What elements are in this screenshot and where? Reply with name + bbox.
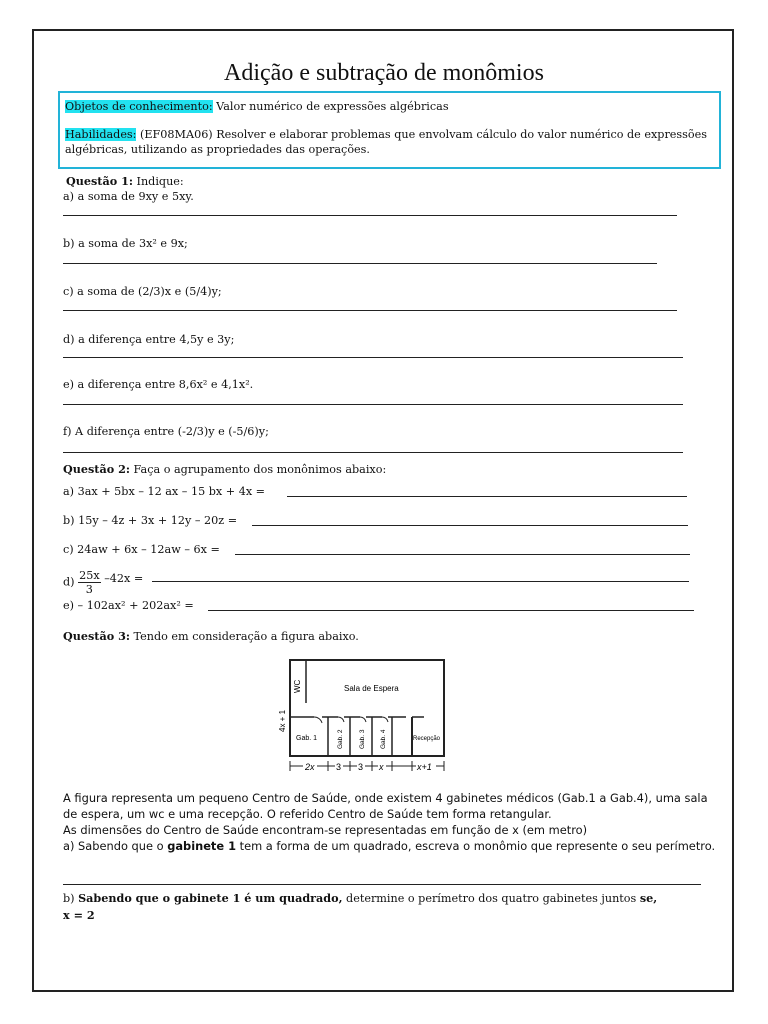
q3-b-bold3: x = 2 [63, 908, 95, 922]
q1-item-e: e) a diferença entre 8,6x² e 4,1x². [63, 378, 254, 391]
q3-prompt: Tendo em consideração a figura abaixo. [129, 630, 359, 643]
q1-label: Questão 1: [66, 174, 133, 188]
answer-line-q2e[interactable] [208, 610, 694, 611]
recepcao-label: Recepção [413, 736, 441, 742]
q3-dimensions-note: As dimensões do Centro de Saúde encontram-se representadas em função de x (em metro) [63, 823, 588, 837]
q1-prompt: Indique: [132, 175, 184, 188]
q2-item-d [63, 569, 143, 596]
objetos-value: Valor numérico de expressões algébricas [212, 100, 449, 113]
objetos-row [65, 99, 714, 114]
q3-a-rest: tem a forma de um quadrado, escreva o monômio que represente o seu perímetro. [236, 839, 716, 853]
dim-x-label: x [379, 762, 384, 772]
floor-plan-figure [276, 657, 448, 775]
q2-d-rest: –42x = [100, 572, 144, 585]
answer-line-q2d[interactable] [152, 581, 689, 582]
answer-line-q1e[interactable] [63, 404, 683, 405]
dim-3a-label: 3 [336, 762, 342, 772]
q3-b-bold2: se, [639, 891, 658, 905]
q3-description: A figura representa um pequeno Centro de Saúde, onde existem 4 gabinetes médicos (Gab.1 a Gab.4), uma sala de espera, um wc e uma recepção. O referido Centro de Saúde tem forma retangular. [63, 791, 708, 821]
fraction [78, 569, 101, 596]
page-title: Adição e subtração de monômios [224, 60, 544, 86]
objetos-label: Objetos de conhecimento: [65, 100, 213, 113]
answer-line-q2c[interactable] [235, 554, 690, 555]
habilidades-row [65, 127, 714, 157]
gab1-label: Gab. 1 [296, 735, 318, 742]
gab2-label: Gab. 2 [337, 729, 344, 749]
q3-b-rest: determine o perímetro dos quatro gabinetes juntos [342, 892, 640, 905]
q3-b-prefix: b) [63, 892, 79, 905]
q3-a-bold: gabinete 1 [167, 839, 236, 853]
habilidades-label: Habilidades: [65, 128, 137, 141]
q3-a-prefix: a) Sabendo que o [63, 839, 168, 853]
q2-d-prefix: d) [63, 575, 75, 589]
q1-item-f: f) A diferença entre (-2/3)y e (-5/6)y; [63, 425, 269, 438]
habilidades-value: (EF08MA06) Resolver e elaborar problemas que envolvam cálculo do valor numérico de expressões algébricas, utilizando as propriedades das operações. [65, 128, 707, 156]
sala-label: Sala de Espera [344, 684, 399, 693]
door-arc [382, 717, 388, 722]
fraction-denominator: 3 [85, 583, 93, 596]
q1-item-d: d) a diferença entre 4,5y e 3y; [63, 333, 235, 346]
q1-heading [66, 174, 184, 188]
answer-line-q1f[interactable] [63, 452, 683, 453]
dim-2x-label: 2x [305, 762, 315, 772]
answer-line-q1c[interactable] [63, 310, 677, 311]
gab4-label: Gab. 4 [380, 729, 387, 749]
q3-label: Questão 3: [63, 629, 130, 643]
q2-item-a: a) 3ax + 5bx – 12 ax – 15 bx + 4x = [63, 485, 266, 498]
answer-line-q3a[interactable] [63, 884, 701, 885]
q3-paragraph [63, 790, 723, 854]
q2-heading [63, 462, 386, 476]
q2-prompt: Faça o agrupamento dos monônimos abaixo: [129, 463, 387, 476]
door-arc [338, 717, 344, 722]
q3-b-bold: Sabendo que o gabinete 1 é um quadrado, [78, 891, 343, 905]
q1-item-c: c) a soma de (2/3)x e (5/4)y; [63, 285, 222, 298]
q1-item-a: a) a soma de 9xy e 5xy. [63, 190, 194, 203]
dim-x1-label: x+1 [417, 762, 432, 772]
answer-line-q1a[interactable] [63, 215, 677, 216]
door-arc [314, 717, 322, 723]
answer-line-q2b[interactable] [252, 525, 688, 526]
door-arc [360, 717, 366, 722]
q2-label: Questão 2: [63, 462, 130, 476]
q3-item-b [63, 890, 723, 924]
q2-item-b: b) 15y – 4z + 3x + 12y – 20z = [63, 514, 238, 527]
q3-item-a [63, 838, 723, 854]
q3-heading [63, 629, 359, 643]
answer-line-q2a[interactable] [287, 496, 687, 497]
dim-3b-label: 3 [358, 762, 364, 772]
info-box [58, 91, 721, 169]
answer-line-q1d[interactable] [63, 357, 683, 358]
gab3-label: Gab. 3 [359, 729, 366, 749]
q1-item-b: b) a soma de 3x² e 9x; [63, 237, 188, 250]
q2-item-e: e) – 102ax² + 202ax² = [63, 599, 194, 612]
wc-label: WC [293, 679, 302, 693]
answer-line-q1b[interactable] [63, 263, 657, 264]
fraction-numerator: 25x [79, 569, 100, 582]
height-dim-label: 4x + 1 [278, 709, 287, 732]
q2-item-c: c) 24aw + 6x – 12aw – 6x = [63, 543, 220, 556]
